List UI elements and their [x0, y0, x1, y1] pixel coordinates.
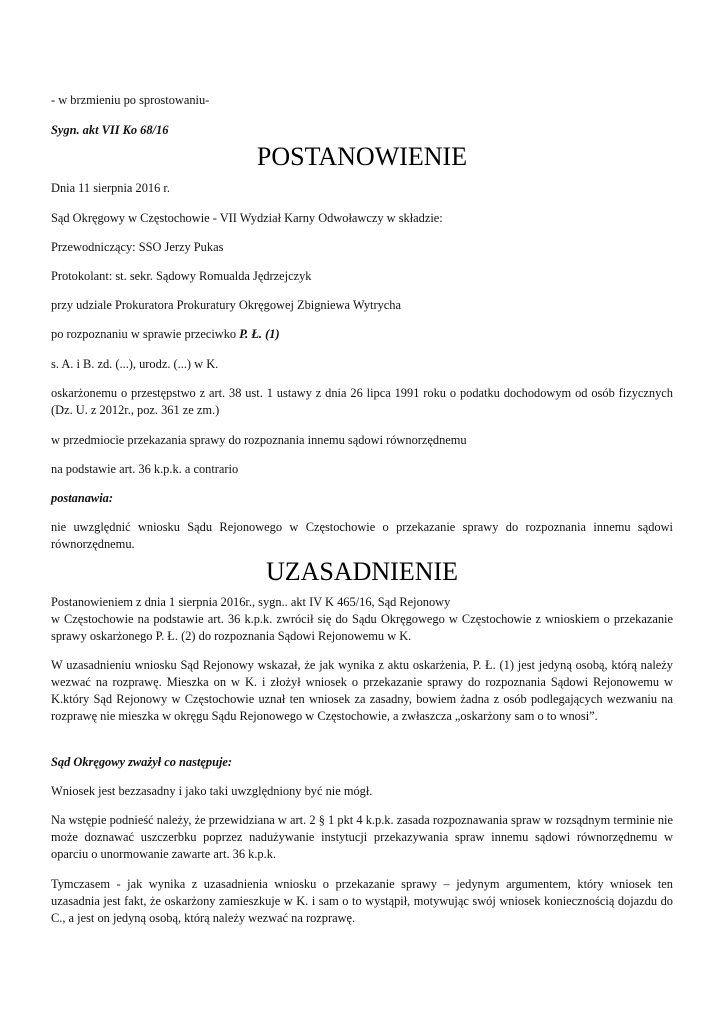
justification-title: UZASADNIENIE	[265, 557, 459, 586]
justification-para4: Na wstępie podnieść należy, że przewidziana w art. 2 § 1 pkt 4 k.p.k. zasada rozpoznawania spraw w rozsądnym terminie nie może doznawać uszczerbku poprzez nadużywanie instytucji przekazywania spraw innemu sądowi równorzędnemu w oparciu o unormowanie zawarte art. 36 k.p.k.	[51, 813, 673, 861]
decision-date: Dnia 11 sierpnia 2016 r.	[51, 181, 170, 195]
case-prefix: po rozpoznaniu w sprawie przeciwko	[51, 327, 240, 341]
case-signature: Sygn. akt VII Ko 68/16	[51, 123, 169, 137]
document-title: POSTANOWIENIE	[256, 142, 468, 171]
defendant-details: s. A. i B. zd. (...), urodz. (...) w K.	[51, 357, 219, 371]
justification-para1-rest: w Częstochowie na podstawie art. 36 k.p.k. zwrócił się do Sądu Okręgowego w Częstochowie z wnioskiem o przekazanie sprawy oskarżonego P. Ł. (2) do rozpoznania Sądowi Rejonowemu w K.	[51, 612, 673, 643]
case-against	[51, 326, 673, 343]
decision-text: nie uwzględnić wniosku Sądu Rejonowego w Częstochowie o przekazanie sprawy do rozpoznania innemu sądowi równorzędnemu.	[51, 520, 673, 551]
court-considered-heading: Sąd Okręgowy zważył co następuje:	[51, 755, 233, 769]
subject-line: w przedmiocie przekazania sprawy do rozpoznania innemu sądowi równorzędnemu	[51, 433, 467, 447]
presiding-judge: Przewodniczący: SSO Jerzy Pukas	[51, 240, 224, 254]
defendant-name: P. Ł. (1)	[239, 327, 280, 341]
court-clerk: Protokolant: st. sekr. Sądowy Romualda Jędrzejczyk	[51, 269, 312, 283]
decides-heading: postanawia:	[51, 491, 113, 505]
prosecutor: przy udziale Prokuratora Prokuratury Okręgowej Zbigniewa Wytrycha	[51, 298, 401, 312]
justification-para2: W uzasadnieniu wniosku Sąd Rejonowy wskazał, że jak wynika z aktu oskarżenia, P. Ł. (1) jest jedyną osobą, którą należy wezwać na rozprawę. Mieszka on w K. i złożył wniosek o przekazanie sprawy do rozpoznania Sądowi Rejonowemu w K.który Sąd Rejonowy w Częstochowie uznał ten wniosek za zasadny, bowiem żadna z osób podlegających wezwaniu na rozprawę nie mieszka w okręgu Sądu Rejonowego w Częstochowie, a zwłaszcza „oskarżony sam o to wnosi”.	[51, 658, 673, 723]
legal-basis: na podstawie art. 36 k.p.k. a contrario	[51, 462, 239, 476]
court-composition: Sąd Okręgowy w Częstochowie - VII Wydział Karny Odwoławczy w składzie:	[51, 211, 443, 225]
justification-para1-line1: Postanowieniem z dnia 1 sierpnia 2016r., sygn.. akt IV K 465/16, Sąd Rejonowy	[51, 595, 451, 609]
correction-note: - w brzmieniu po sprostowaniu-	[51, 93, 210, 107]
charge-paragraph: oskarżonemu o przestępstwo z art. 38 ust. 1 ustawy z dnia 26 lipca 1991 roku o podatku dochodowym od osób fizycznych (Dz. U. z 2012r., poz. 361 ze zm.)	[51, 386, 673, 417]
justification-para3: Wniosek jest bezzasadny i jako taki uwzględniony być nie mógł.	[51, 784, 373, 798]
justification-para5: Tymczasem - jak wynika z uzasadnienia wniosku o przekazanie sprawy – jedynym argumentem, który wniosek ten uzasadnia jest fakt, że oskarżony zamieszkuje w K. i sam o to wystąpił, motywując swój wniosek koniecznością dojazdu do C., a jest on jedyną osobą, którą należy wezwać na rozprawę.	[51, 877, 673, 925]
